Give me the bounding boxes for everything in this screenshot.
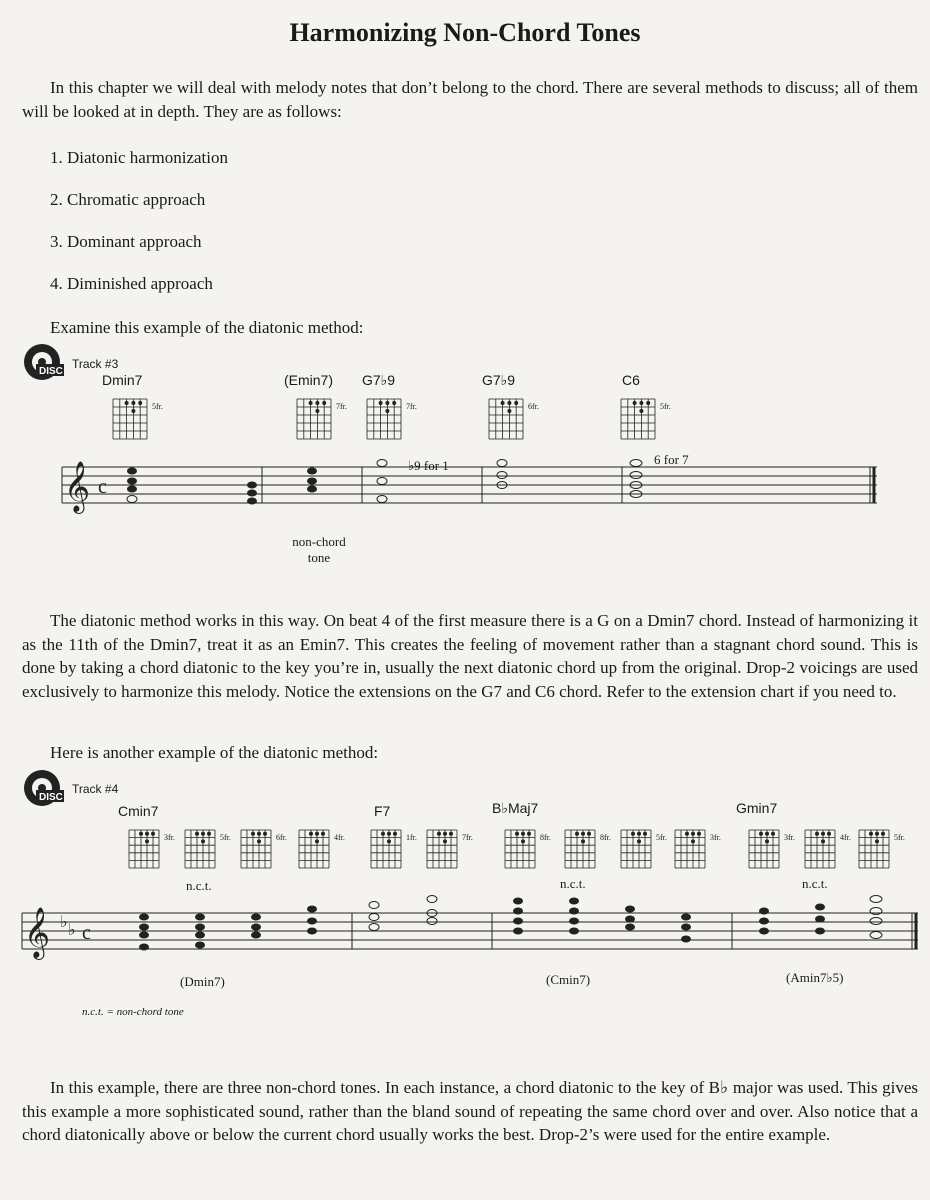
chord-name: B♭Maj7: [492, 800, 539, 816]
chord-diagram: [126, 828, 162, 870]
finger-dot: [263, 832, 267, 836]
fret-label: 3fr.: [710, 833, 721, 842]
finger-dot: [515, 832, 519, 836]
chord-name: F7: [374, 803, 391, 819]
finger-dot: [309, 832, 313, 836]
finger-dot: [309, 401, 313, 405]
finger-dot: [643, 832, 647, 836]
finger-dot: [387, 839, 391, 843]
chord-diagram: [364, 397, 404, 441]
extension-annotation: ♭9 for 1: [408, 458, 449, 473]
finger-dot: [138, 401, 142, 405]
finger-dot: [765, 839, 769, 843]
examine-text: Examine this example of the diatonic method:: [50, 318, 364, 337]
finger-dot: [507, 409, 511, 413]
finger-dot: [587, 832, 591, 836]
conclusion-paragraph: [22, 1076, 918, 1147]
finger-dot: [387, 832, 391, 836]
chord-diagram: [672, 828, 708, 870]
finger-dot: [393, 832, 397, 836]
track-label: Track #4: [72, 782, 119, 796]
finger-dot: [827, 832, 831, 836]
fret-label: 5fr.: [656, 833, 667, 842]
finger-dot: [821, 839, 825, 843]
chord-diagram: [746, 828, 782, 870]
chord-diagram: [238, 828, 274, 870]
track-label: Track #3: [72, 357, 119, 371]
finger-dot: [207, 832, 211, 836]
page-title: Harmonizing Non-Chord Tones: [289, 18, 641, 47]
finger-dot: [581, 832, 585, 836]
finger-dot: [881, 832, 885, 836]
finger-dot: [875, 839, 879, 843]
fret-label: 6fr.: [276, 833, 287, 842]
finger-dot: [691, 832, 695, 836]
finger-dot: [139, 832, 143, 836]
finger-dot: [575, 832, 579, 836]
finger-dot: [315, 839, 319, 843]
finger-dot: [443, 832, 447, 836]
chord-diagram: [182, 828, 218, 870]
chord-diagram: [486, 397, 526, 441]
fret-label: 1fr.: [406, 833, 417, 842]
chord-name: G7♭9: [362, 372, 396, 388]
finger-dot: [691, 839, 695, 843]
extension-annotation: 6 for 7: [654, 452, 689, 467]
non-chord-tone-label: non-chord tone: [292, 534, 346, 565]
finger-dot: [581, 839, 585, 843]
finger-dot: [449, 832, 453, 836]
finger-dot: [379, 401, 383, 405]
svg-text:c: c: [98, 476, 107, 498]
chord-diagram: [618, 397, 658, 441]
finger-dot: [321, 832, 325, 836]
chord-name: G7♭9: [482, 372, 516, 388]
fret-label: 7fr.: [462, 833, 473, 842]
fret-label: 3fr.: [164, 833, 175, 842]
svg-text:c: c: [82, 922, 91, 944]
finger-dot: [201, 832, 205, 836]
finger-dot: [771, 832, 775, 836]
finger-dot: [637, 832, 641, 836]
cd-disc-icon: [22, 342, 66, 382]
finger-dot: [151, 832, 155, 836]
finger-dot: [631, 832, 635, 836]
finger-dot: [131, 409, 135, 413]
another-text: Here is another example of the diatonic method:: [50, 743, 379, 762]
list-item: 1. Diatonic harmonization: [50, 148, 228, 167]
finger-dot: [145, 832, 149, 836]
finger-dot: [443, 839, 447, 843]
nct-legend: n.c.t. = non-chord tone: [82, 1006, 184, 1018]
finger-dot: [869, 832, 873, 836]
another-line: [22, 741, 918, 765]
finger-dot: [385, 409, 389, 413]
finger-dot: [685, 832, 689, 836]
finger-dot: [195, 832, 199, 836]
diatonic-explanation: [22, 609, 918, 703]
nct-label: n.c.t.: [802, 876, 828, 891]
substitution-label: (Amin7♭5): [786, 970, 844, 985]
finger-dot: [315, 401, 319, 405]
finger-dot: [765, 832, 769, 836]
fret-label: 5fr.: [220, 833, 231, 842]
finger-dot: [257, 832, 261, 836]
finger-dot: [322, 401, 326, 405]
fret-label: 5fr.: [894, 833, 905, 842]
finger-dot: [637, 839, 641, 843]
finger-dot: [633, 401, 637, 405]
nct-label: n.c.t.: [560, 876, 586, 891]
finger-dot: [437, 832, 441, 836]
paragraph-text: In this example, there are three non-chord tones. In each instance, a chord diatonic to the key of B♭ major was used. This gives this example a more sophisticated sound, rather than the bland sound of repeating the same chord over and over. Also notice that a chord diatonically above or below the current chord usually works the best. Drop-2’s were used for the entire example.: [22, 1078, 918, 1144]
fret-label: 7fr.: [406, 402, 417, 411]
chord-name: C6: [622, 372, 640, 388]
svg-text:DISC: DISC: [39, 792, 63, 803]
fret-label: 5fr.: [152, 402, 163, 411]
svg-text:𝄞: 𝄞: [24, 907, 51, 958]
svg-text:𝄞: 𝄞: [64, 461, 91, 512]
finger-dot: [697, 832, 701, 836]
fret-label: 8fr.: [540, 833, 551, 842]
chord-name: Cmin7: [118, 803, 159, 819]
fret-label: 7fr.: [336, 402, 347, 411]
finger-dot: [507, 401, 511, 405]
fret-label: 6fr.: [528, 402, 539, 411]
finger-dot: [501, 401, 505, 405]
list-item: 2. Chromatic approach: [50, 190, 206, 209]
list-item: 4. Diminished approach: [50, 274, 213, 293]
finger-dot: [125, 401, 129, 405]
svg-text:♭: ♭: [68, 922, 76, 939]
fret-label: 4fr.: [334, 833, 345, 842]
finger-dot: [131, 401, 135, 405]
chord-diagram: [856, 828, 892, 870]
chord-diagram: [424, 828, 460, 870]
chord-name: (Emin7): [284, 372, 334, 388]
intro-text: In this chapter we will deal with melody notes that don’t belong to the chord. There are several methods to discuss; all of them will be looked at in depth. They are as follows:: [22, 78, 918, 121]
finger-dot: [257, 839, 261, 843]
paragraph-text: The diatonic method works in this way. On beat 4 of the first measure there is a G on a Dmin7 chord. Instead of harmonizing it as the 11th of the Dmin7, treat it as an Emin7. This creates the feeling of movement rather than a stagnant chord sound. This is done by taking a chord diatonic to the key you’re in, usually the next diatonic chord up from the original. Drop-2 voicings are used exclusively to harmonize this melody. Notice the extensions on the G7 and C6 chord. Refer to the extension chart if you need to.: [22, 611, 918, 701]
fret-label: 8fr.: [600, 833, 611, 842]
chord-diagram: [562, 828, 598, 870]
finger-dot: [315, 409, 319, 413]
chord-diagram: [294, 397, 334, 441]
chord-diagram: [296, 828, 332, 870]
svg-text:♭: ♭: [60, 914, 68, 931]
music-staff: [22, 907, 922, 973]
chord-diagram: [110, 397, 150, 441]
substitution-label: (Dmin7): [180, 974, 225, 989]
cd-disc-icon: [22, 768, 66, 808]
finger-dot: [527, 832, 531, 836]
chord-diagram: [802, 828, 838, 870]
finger-dot: [145, 839, 149, 843]
list-item: 3. Dominant approach: [50, 232, 202, 251]
chord-diagram: [502, 828, 538, 870]
intro-paragraph: [22, 76, 918, 123]
fret-label: 5fr.: [660, 402, 671, 411]
finger-dot: [251, 832, 255, 836]
examine-line: [22, 316, 918, 340]
chord-name: Dmin7: [102, 372, 143, 388]
finger-dot: [521, 839, 525, 843]
finger-dot: [759, 832, 763, 836]
finger-dot: [821, 832, 825, 836]
fret-label: 3fr.: [784, 833, 795, 842]
finger-dot: [392, 401, 396, 405]
nct-label: n.c.t.: [186, 878, 212, 893]
methods-list: [50, 148, 228, 316]
finger-dot: [315, 832, 319, 836]
finger-dot: [639, 409, 643, 413]
chord-diagram: [618, 828, 654, 870]
finger-dot: [514, 401, 518, 405]
substitution-label: (Cmin7): [546, 972, 591, 987]
finger-dot: [385, 401, 389, 405]
finger-dot: [815, 832, 819, 836]
finger-dot: [875, 832, 879, 836]
svg-text:DISC: DISC: [39, 366, 63, 377]
finger-dot: [646, 401, 650, 405]
finger-dot: [201, 839, 205, 843]
chord-name: Gmin7: [736, 800, 778, 816]
fret-label: 4fr.: [840, 833, 851, 842]
finger-dot: [381, 832, 385, 836]
finger-dot: [639, 401, 643, 405]
finger-dot: [521, 832, 525, 836]
chord-diagram: [368, 828, 404, 870]
